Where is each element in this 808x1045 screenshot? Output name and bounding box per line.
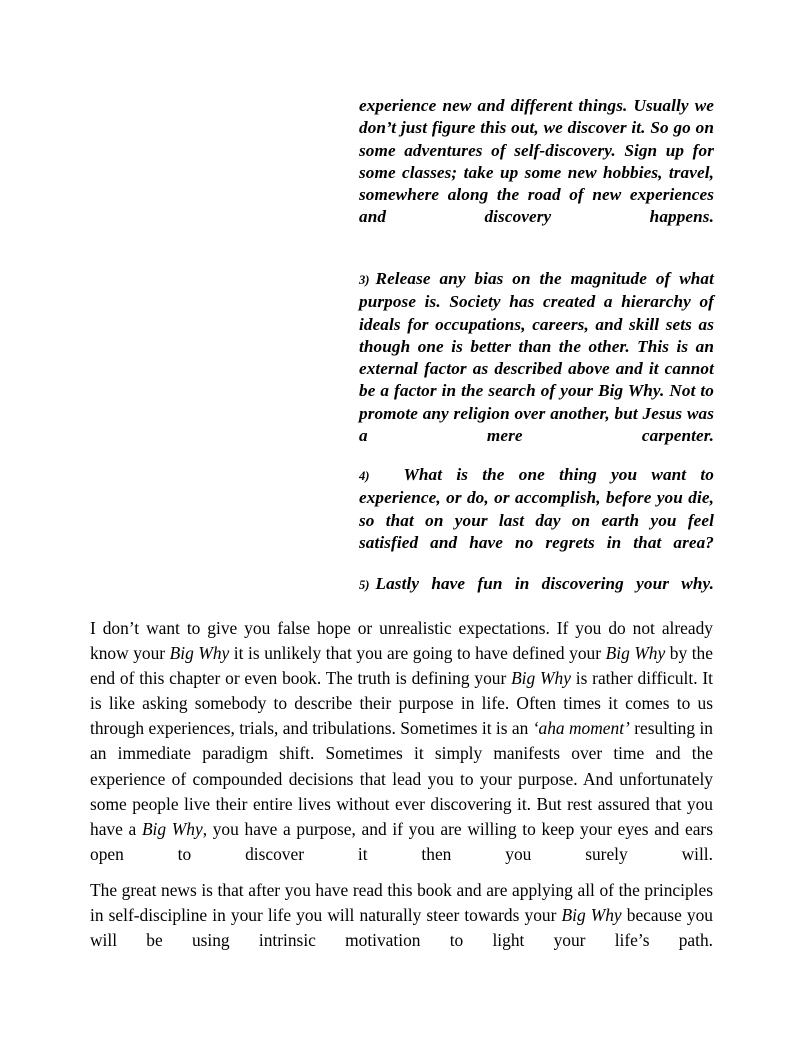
quote-text: experience new and different things. Usually we don’t just figure this out, we discover it. So go on some adventures of self-discovery. Sign up for some classes; take up some new hobbies, travel, somewhere along the road of new experiences and discovery happens. (359, 96, 714, 227)
plain-text: it is unlikely that you are going to have defined your (229, 643, 606, 664)
emphasis-text: Big Why (511, 668, 571, 689)
quote-text: Release any bias on the magnitude of what purpose is. Society has created a hierarchy of ideals for occupations, careers, and skill sets as though one is better than the other. This is an external factor as described above and it cannot be a factor in the search of your Big Why. Not to promote any religion over another, but Jesus was a mere carpenter. (359, 269, 714, 446)
quote-block-item-4 (359, 464, 714, 576)
list-marker-5: 5) (359, 578, 370, 592)
body-paragraph-great-news (90, 878, 713, 978)
quote-block-self-discovery (359, 95, 714, 251)
quote-text: Lastly have fun in discovering your why. (375, 574, 714, 593)
plain-text: resulting in an immediate paradigm shift. Sometimes it simply manifests over time and the experience of compounded decisions that lead you to your purpose. And unfortunately some people live their entire lives without ever discovering it. But rest assured that you have a (90, 718, 713, 839)
numbered-item-4 (359, 464, 714, 576)
emphasis-text: ‘aha moment’ (532, 718, 630, 739)
plain-text: I don’t want to give you false hope or unrealistic expectations. If you do not already know your (90, 618, 713, 664)
paragraph-text (90, 616, 713, 892)
plain-text: , you have a purpose, and if you are willing to keep your eyes and ears open to discover it then you surely will. (90, 818, 713, 864)
list-marker-3: 3) (359, 273, 370, 287)
plain-text: The great news is that after you have read this book and are applying all of the principles in self-discipline in your life you will naturally steer towards your (90, 880, 713, 926)
plain-text: because you will be using intrinsic motivation to light your life’s path. (90, 905, 713, 951)
plain-text: is rather difficult. It is like asking somebody to describe their purpose in life. Often times it comes to us through experiences, trials, and tribulations. Sometimes it is an (90, 668, 713, 739)
emphasis-text: Big Why (605, 643, 666, 664)
plain-text: by the end of this chapter or even book. The truth is defining your (90, 643, 713, 689)
numbered-item-5 (359, 573, 714, 619)
body-paragraph-false-hope (90, 616, 713, 892)
paragraph-text (90, 878, 713, 978)
quote-block-item-5 (359, 573, 714, 619)
numbered-item-3 (359, 268, 714, 470)
emphasis-text: Big Why (561, 905, 622, 926)
list-marker-4: 4) (359, 469, 370, 483)
quote-block-item-3 (359, 268, 714, 470)
emphasis-text: Big Why (169, 643, 230, 664)
quote-text: What is the one thing you want to experience, or do, or accomplish, before you die, so that on your last day on earth you feel satisfied and have no regrets in that area? (359, 465, 714, 552)
emphasis-text: Big Why (141, 818, 203, 839)
